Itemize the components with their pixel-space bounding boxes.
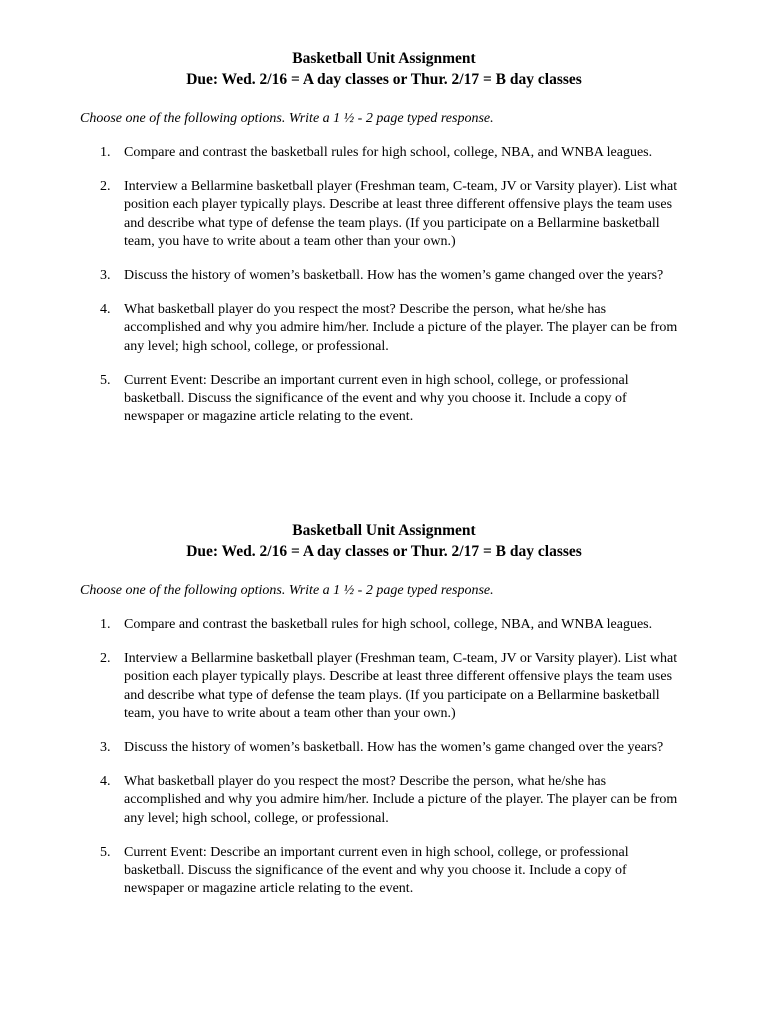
item-number: 5. (100, 372, 111, 388)
options-list (0, 144, 768, 426)
item-text: Interview a Bellarmine basketball player (Freshman team, C-team, JV or Varsity player). List what position each player typically plays. Describe at least three different offensive plays the team uses and describe what type of defense the team plays. (If you participate on a Bellarmine basketball team, you have to write about a team other than your own.) (124, 651, 678, 721)
item-number: 2. (100, 651, 111, 667)
assignment-section-2 (0, 520, 768, 914)
item-text: Discuss the history of women’s basketball. How has the women’s game changed over the years? (124, 268, 664, 284)
item-number: 1. (100, 145, 111, 160)
item-text: Current Event: Describe an important current even in high school, college, or professional basketball. Discuss the significance of the event and why you choose it. Include a copy of newspaper or magazine article relating to the event. (124, 372, 629, 425)
assignment-title: Basketball Unit Assignment (292, 522, 476, 539)
list-item (0, 372, 684, 427)
assignment-section-1 (0, 48, 768, 442)
item-text: Compare and contrast the basketball rules for high school, college, NBA, and WNBA leagues. (124, 617, 653, 632)
item-text: What basketball player do you respect the most? Describe the person, what he/she has accomplished and why you admire him/her. Include a picture of the player. The player can be from any level; high school, college, or professional. (124, 302, 678, 354)
due-date-line: Due: Wed. 2/16 = A day classes or Thur. 2/17 = B day classes (186, 543, 582, 560)
item-text: Interview a Bellarmine basketball player (Freshman team, C-team, JV or Varsity player). List what position each player typically plays. Describe at least three different offensive plays the team uses and describe what type of defense the team plays. (If you participate on a Bellarmine basketball team, you have to write about a team other than your own.) (124, 179, 678, 249)
due-date-line: Due: Wed. 2/16 = A day classes or Thur. 2/17 = B day classes (186, 71, 582, 88)
item-number: 3. (100, 268, 111, 284)
instructions: Choose one of the following options. Write a 1 ½ - 2 page typed response. (80, 583, 494, 598)
list-item (0, 616, 684, 634)
list-item (0, 844, 684, 899)
list-item (0, 267, 684, 285)
options-list (0, 616, 768, 898)
list-item (0, 650, 684, 723)
item-number: 5. (100, 844, 111, 860)
item-text: What basketball player do you respect the most? Describe the person, what he/she has accomplished and why you admire him/her. Include a picture of the player. The player can be from any level; high school, college, or professional. (124, 774, 678, 826)
instructions: Choose one of the following options. Write a 1 ½ - 2 page typed response. (80, 111, 494, 126)
list-item (0, 144, 684, 162)
list-item (0, 773, 684, 828)
item-number: 3. (100, 740, 111, 756)
item-number: 4. (100, 302, 111, 318)
list-item (0, 739, 684, 757)
item-text: Discuss the history of women’s basketball. How has the women’s game changed over the years? (124, 740, 664, 756)
item-text: Compare and contrast the basketball rules for high school, college, NBA, and WNBA leagues. (124, 145, 653, 160)
list-item (0, 301, 684, 356)
list-item (0, 178, 684, 251)
item-number: 4. (100, 774, 111, 790)
assignment-title: Basketball Unit Assignment (292, 50, 476, 67)
item-text: Current Event: Describe an important current even in high school, college, or professional basketball. Discuss the significance of the event and why you choose it. Include a copy of newspaper or magazine article relating to the event. (124, 844, 629, 897)
item-number: 1. (100, 617, 111, 632)
item-number: 2. (100, 179, 111, 195)
